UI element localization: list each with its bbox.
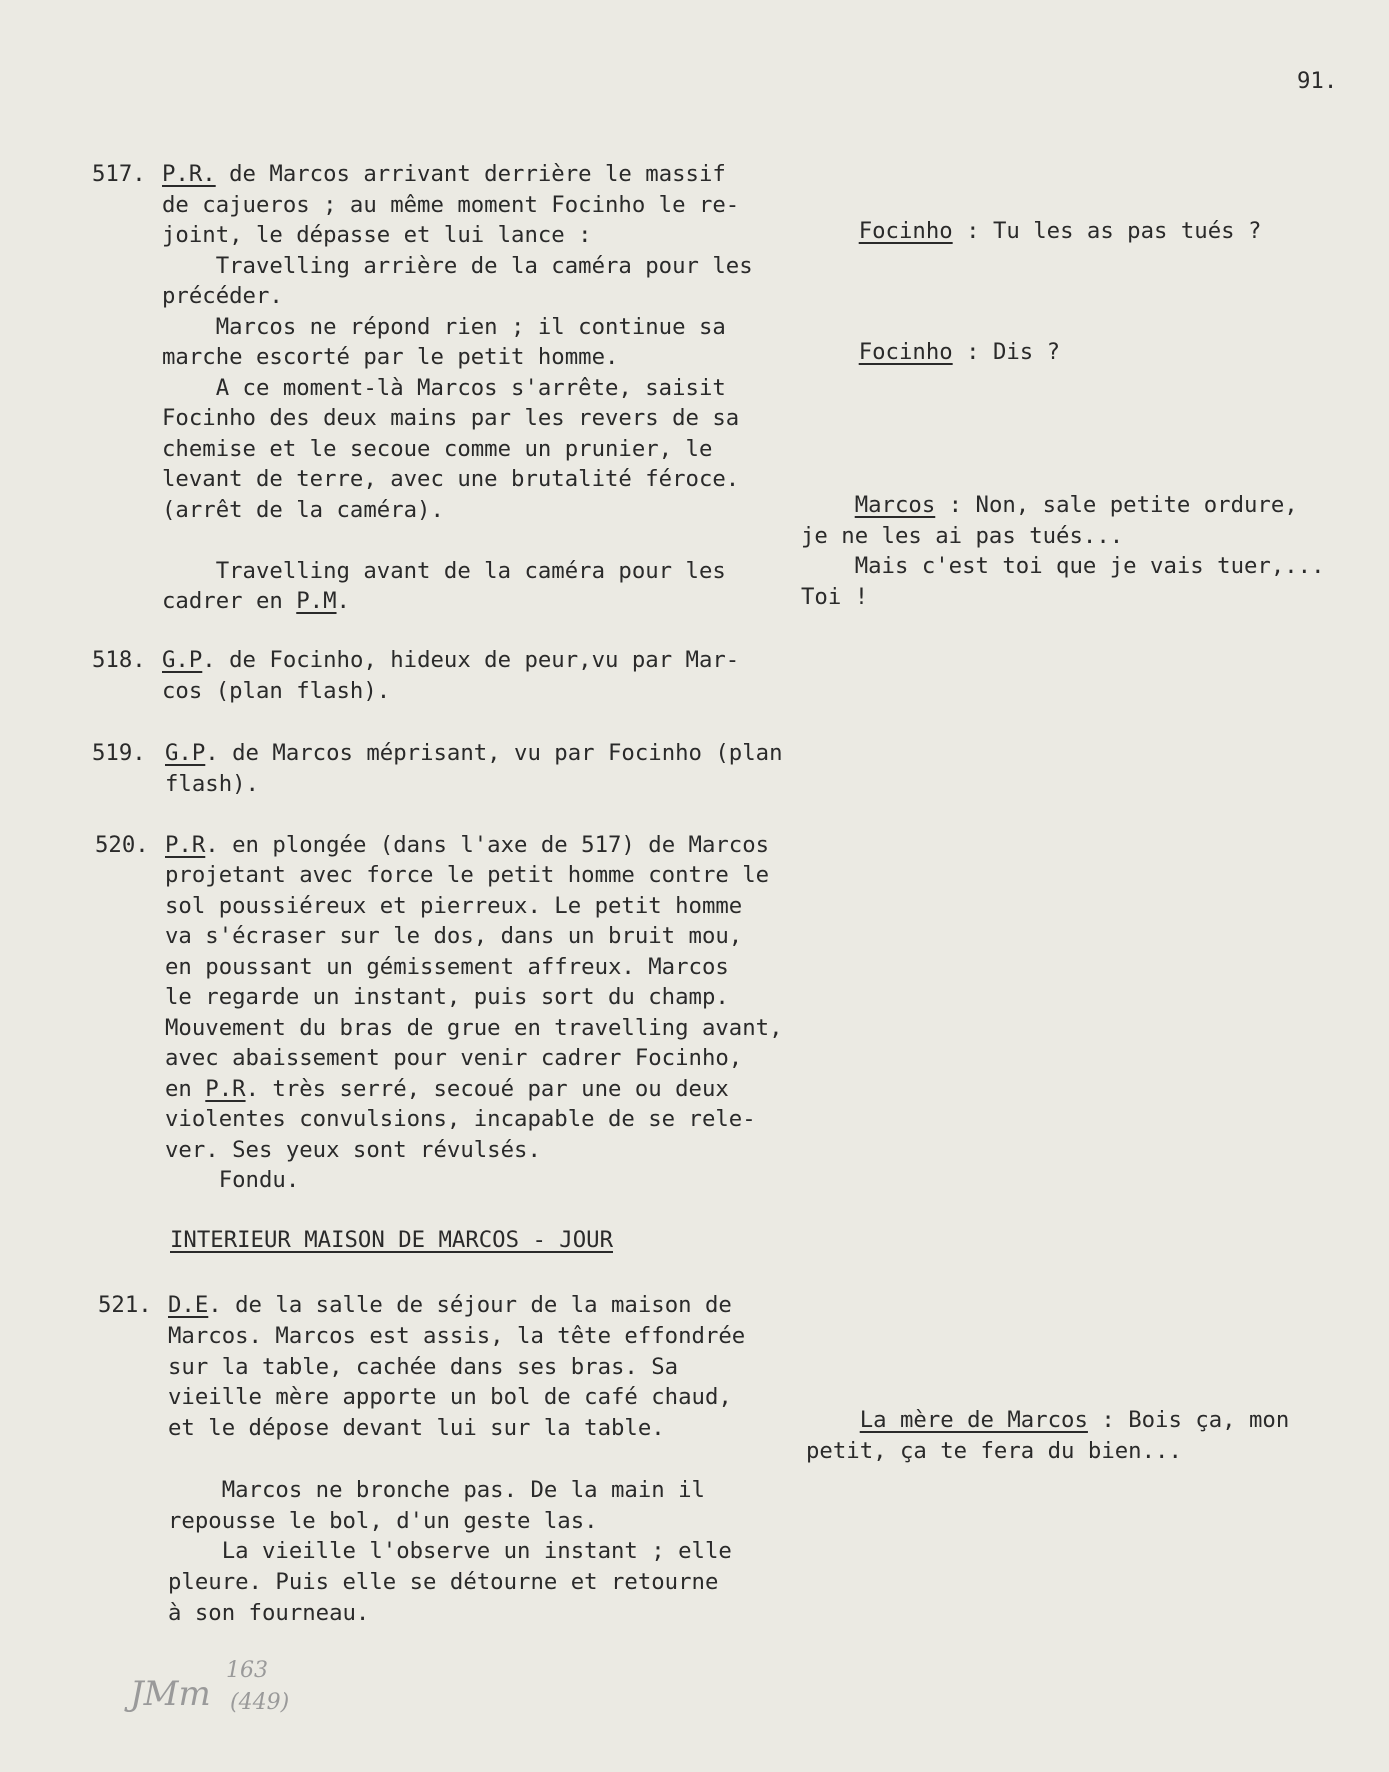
text-segment: Marcos ne bronche pas. De la main il [168,1476,705,1503]
text-segment: petit, ça te fera du bien... [806,1438,1182,1464]
text-segment: cadrer en [162,588,297,614]
text-segment: (arrêt de la caméra). [162,496,444,523]
text-line [168,1413,665,1444]
text-line [168,1475,705,1506]
text-segment: . de Focinho, hideux de peur,vu par Mar- [202,647,740,673]
underlined-text: P.R. [162,161,216,187]
text-line [162,159,726,190]
text-line [162,464,739,495]
text-line [165,921,742,952]
underlined-text: P.R [205,1075,246,1102]
text-segment: à son fourneau. [168,1600,370,1626]
shot-number: 518. [92,647,146,673]
text-segment: . [336,588,350,614]
text-segment: . en plongée (dans l'axe de 517) de Marcos [205,832,770,858]
text-segment: joint, le dépasse et lui lance : [162,222,592,248]
text-line [805,216,1261,247]
underlined-text: Focinho [858,218,953,244]
text-line [162,190,739,221]
text-line [162,373,726,404]
text-segment: ver. Ses yeux sont révulsés. [165,1136,541,1163]
text-segment: avec abaissement pour venir cadrer Focinho, [165,1045,743,1072]
text-line [168,1567,718,1598]
text-line [806,1436,1182,1467]
text-line [165,769,259,800]
text-line [162,342,618,373]
text-segment: Travelling arrière de la caméra pour les [162,252,753,279]
text-line [801,521,1123,552]
text-line [162,403,739,434]
text-line [165,860,769,891]
text-segment: sol poussiéreux et pierreux. Le petit homme [165,892,743,919]
text-line [168,1506,598,1537]
text-line [165,1165,299,1196]
handwritten-number-top: 163 [226,1658,268,1683]
text-segment: de Marcos arrivant derrière le massif [215,161,726,187]
text-line [165,952,729,983]
text-line [165,1074,729,1105]
underlined-text: G.P [162,647,203,673]
text-segment: violentes convulsions, incapable de se rele- [165,1106,756,1133]
text-segment: A ce moment-là Marcos s'arrête, saisit [162,374,726,401]
underlined-text: Marcos [854,492,936,518]
underlined-text: P.R [165,832,206,858]
text-segment: va s'écraser sur le dos, dans un bruit mou, [165,923,743,950]
shot-number: 521. [98,1292,152,1318]
text-segment [805,218,859,244]
text-line [805,337,1060,368]
text-line [162,676,390,707]
text-line [806,1405,1289,1436]
text-segment: Travelling avant de la caméra pour les [162,557,726,584]
shot-number: 519. [92,740,146,766]
underlined-text: Focinho [858,339,953,365]
text-line [162,220,592,251]
text-line [165,1043,742,1074]
shot-number: 517. [92,161,146,187]
text-line [168,1290,732,1321]
text-line [801,490,1298,521]
text-segment: en [165,1075,206,1102]
text-segment [805,339,859,365]
text-line [168,1382,732,1413]
text-segment: Marcos ne répond rien ; il continue sa [162,313,726,340]
text-segment: levant de terre, avec une brutalité féroce. [162,466,740,492]
text-segment: flash). [165,770,259,797]
underlined-text: G.P [165,740,206,766]
text-segment: . très serré, secoué par une ou deux [245,1075,729,1102]
text-segment: Fondu. [165,1166,300,1193]
text-line [165,738,783,769]
text-line [165,1104,756,1135]
text-segment: Mouvement du bras de grue en travelling avant, [165,1014,783,1041]
text-segment: repousse le bol, d'un geste las. [168,1507,598,1534]
text-segment: : Dis ? [952,339,1061,365]
page-number: 91. [1297,68,1338,94]
text-segment: La vieille l'observe un instant ; elle [168,1538,732,1565]
underlined-text: La mère de Marcos [859,1407,1088,1433]
text-segment: et le dépose devant lui sur la table. [168,1415,665,1442]
text-segment [801,492,855,518]
text-line [165,1135,541,1166]
underlined-text: D.E [168,1292,209,1318]
text-line [162,312,726,343]
text-segment: . de Marcos méprisant, vu par Focinho (plan [205,740,783,766]
text-line [801,551,1325,582]
text-segment: vieille mère apporte un bol de café chaud, [168,1384,732,1411]
text-segment [806,1407,860,1433]
text-segment: précéder. [162,283,283,309]
text-line [168,1536,732,1567]
text-segment: Mais c'est toi que je vais tuer,... [801,553,1325,579]
text-line [162,586,350,617]
text-line [162,495,444,526]
text-segment: en poussant un gémissement affreux. Marcos [165,953,729,980]
text-line [165,982,729,1013]
shot-number: 520. [95,832,149,858]
handwritten-number-bottom: (449) [230,1690,290,1715]
text-line [162,251,753,282]
text-segment: pleure. Puis elle se détourne et retourne [168,1569,719,1596]
text-line [165,891,742,922]
text-segment: je ne les ai pas tués... [801,522,1124,549]
text-segment: : Non, sale petite ordure, [935,492,1298,518]
text-line [168,1321,745,1352]
text-segment: sur la table, cachée dans ses bras. Sa [168,1353,679,1380]
text-segment: marche escorté par le petit homme. [162,344,619,370]
text-segment: Marcos. Marcos est assis, la tête effondrée [168,1322,746,1349]
text-line [165,830,769,861]
text-segment: de cajueros ; au même moment Focinho le re- [162,191,740,218]
text-line [168,1352,678,1383]
text-line [168,1598,369,1629]
text-segment: : Bois ça, mon [1087,1407,1290,1433]
text-segment: projetant avec force le petit homme contre le [165,862,770,889]
text-segment: cos (plan flash). [162,677,391,704]
text-line [162,645,739,676]
text-segment: Focinho des deux mains par les revers de sa [162,405,740,431]
text-line [162,281,283,312]
text-segment: . de la salle de séjour de la maison de [208,1292,732,1318]
text-segment: chemise et le secoue comme un prunier, le [162,435,713,462]
handwritten-initials: JMm [130,1674,211,1714]
scene-heading: INTERIEUR MAISON DE MARCOS - JOUR [170,1227,613,1253]
text-segment: le regarde un instant, puis sort du champ. [165,984,729,1011]
text-line [801,582,868,613]
underlined-text: P.M [296,588,337,614]
text-line [165,1013,783,1044]
text-line [162,434,712,465]
text-segment: Toi ! [801,583,869,610]
text-line [162,556,726,587]
text-segment: : Tu les as pas tués ? [952,218,1262,244]
